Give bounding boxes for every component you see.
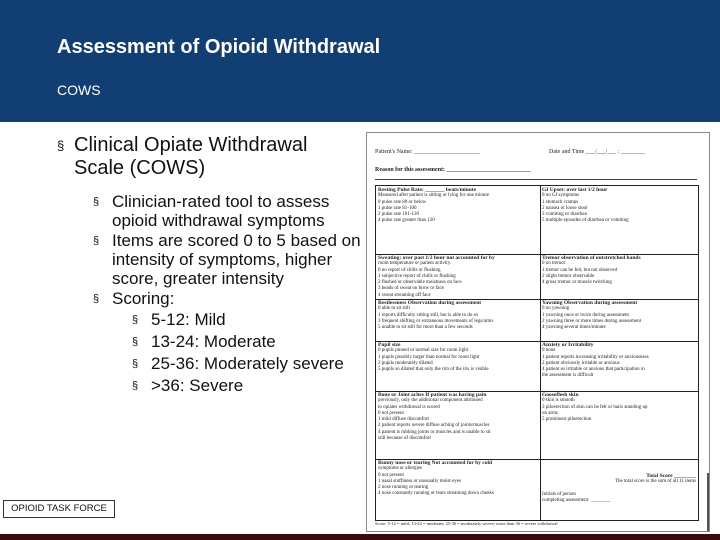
cell-line: 0 no yawning	[542, 306, 570, 312]
form-grid	[375, 185, 699, 521]
cell-line: 1 pupils possibly larger than normal for room light	[378, 354, 480, 360]
cell-line: 5 multiple episodes of diarrhea or vomiting	[542, 218, 629, 224]
cell-line: 1 patient reports increasing irritability or anxiousness	[542, 354, 649, 360]
scoring-bullet-text: 5-12: Mild	[151, 310, 226, 329]
cell-line: 1 mild diffuse discomfort	[378, 417, 429, 423]
cell-line: 0 pupils pinned or normal size for room light	[378, 348, 468, 354]
square-bullet-icon: §	[132, 314, 139, 326]
cell-title: Resting Pulse Rate: _______ beats/minute	[378, 187, 477, 193]
cell-line: Initials of person	[542, 491, 576, 497]
cell-line: 4 patient is rubbing joints or muscles and is unable to sit	[378, 429, 491, 435]
cell-line: 2 slight tremor observable	[542, 273, 595, 279]
cell-title: Sweating: over past 1/2 hour not accounted for by	[378, 255, 495, 261]
square-bullet-icon: §	[132, 358, 139, 370]
cell-line: 1 yawning once or twice during assessment	[542, 312, 629, 318]
scoring-bullet-text: 25-36: Moderately severe	[151, 354, 344, 373]
cows-form-image	[366, 132, 710, 532]
cell-line: 2 flushed or observable moistness on face	[378, 280, 462, 286]
title-banner	[0, 0, 720, 122]
cell-line: 4 yawning several times/minute	[542, 325, 606, 331]
cell-line: 4 sweat streaming off face	[378, 292, 431, 298]
cell-line: 0 no report of chills or flushing	[378, 267, 441, 273]
form-reason: Reason for this assessment: ____________________________	[375, 167, 531, 173]
square-bullet-icon: §	[132, 380, 139, 392]
cell-line: Measured after patient is sitting or lying for one minute	[378, 193, 489, 199]
sub-bullet-list	[57, 192, 362, 397]
form-cell-gooseflesh	[540, 391, 698, 459]
cell-line: 4 pulse rate greater than 120	[378, 218, 435, 224]
cell-title: Runny nose or tearing Not accounted for by cold	[378, 460, 493, 466]
cell-line: room temperature or patient activity.	[378, 261, 452, 267]
form-cell-restlessness	[376, 299, 540, 341]
cell-line: on arms	[542, 410, 558, 416]
cell-line: The total score is the sum of all 11 items	[614, 479, 696, 485]
cell-line: 0 not present	[378, 410, 404, 416]
cell-line: 5 prominent piloerection	[542, 417, 592, 423]
form-cell-runny-nose	[376, 459, 540, 520]
square-bullet-icon: §	[93, 235, 100, 247]
cell-title: GI Upset: over last 1/2 hour	[542, 187, 608, 193]
cell-line: 3 piloerection of skin can be felt or hairs standing up	[542, 404, 648, 410]
form-cell-anxiety	[540, 341, 698, 391]
cell-line: 1 nasal stuffiness or unusually moist eyes	[378, 478, 461, 484]
scoring-bullet-text: 13-24: Moderate	[151, 332, 276, 351]
cell-line: 1 subjective report of chills or flushing	[378, 273, 456, 279]
cell-line: 1 reports difficulty sitting still, but is able to do so	[378, 312, 479, 318]
cell-line: 5 pupils so dilated that only the rim of the iris is visible	[378, 367, 489, 373]
scoring-bullet-text: >36: Severe	[151, 376, 244, 395]
cell-line: 2 nausea or loose stool	[542, 205, 588, 211]
cell-line: 3 beads of sweat on brow or face	[378, 286, 444, 292]
cell-title: Pupil size	[378, 342, 401, 348]
square-bullet-icon: §	[132, 336, 139, 348]
cell-title: Anxiety or Irritability	[542, 342, 594, 348]
cell-line: 4 nose constantly running or tears streaming down cheeks	[378, 491, 494, 497]
sub-bullet-text: Items are scored 0 to 5 based on intensity of symptoms, higher score, greater intensity	[112, 231, 361, 288]
cell-line: 3 vomiting or diarrhea	[542, 212, 587, 218]
bullet-main-text: Clinical Opiate Withdrawal Scale (COWS)	[74, 134, 308, 179]
form-cell-pupil	[376, 341, 540, 391]
scoring-bullet	[132, 310, 362, 331]
bullet-list	[57, 134, 362, 397]
cell-title: Yawning Observation during assessment	[542, 300, 638, 306]
sub-bullet	[93, 289, 362, 309]
cell-line: completing assessment: ________	[542, 497, 611, 503]
cell-line: 2 pulse rate 101-120	[378, 212, 419, 218]
cell-line: to opiates withdrawal is scored	[378, 404, 440, 410]
scan-edge	[707, 473, 709, 531]
bottom-bar	[0, 534, 720, 540]
cell-title: Restlessness Observation during assessment	[378, 300, 482, 306]
cell-line: 2 yawning three or more times during assessment	[542, 318, 642, 324]
cell-line: 2 patient reports severe diffuse aching of joints/muscles	[378, 423, 490, 429]
cell-line: 0 able to sit still	[378, 306, 410, 312]
cell-line: 0 none	[542, 348, 556, 354]
sub-bullet	[93, 231, 362, 288]
form-cell-tremor	[540, 254, 698, 299]
cell-line: 0 skin is smooth	[542, 398, 575, 404]
cell-title: Tremor observation of outstretched hands	[542, 255, 641, 261]
scoring-bullet	[132, 354, 362, 375]
scoring-bullet	[132, 332, 362, 353]
slide-title: Assessment of Opioid Withdrawal	[57, 36, 381, 58]
cell-line: the assessment is difficult	[542, 373, 594, 379]
form-cell-gi	[540, 186, 698, 254]
cell-line: symptoms or allergies	[378, 466, 423, 472]
cell-title: Bone or Joint aches If patient was having pain	[378, 392, 487, 398]
square-bullet-icon: §	[93, 293, 100, 305]
cell-line: 2 patient obviously irritable or anxious	[542, 360, 620, 366]
footer-label: OPIOID TASK FORCE	[3, 500, 115, 518]
cell-line: 0 not present	[378, 472, 404, 478]
cell-line: 4 gross tremor or muscle twitching	[542, 280, 612, 286]
cell-line: 0 pulse rate 80 or below	[378, 199, 427, 205]
form-patient-name: Patient's Name: ______________________	[375, 149, 481, 155]
cell-line: 4 patient so irritable or anxious that participation in	[542, 367, 645, 373]
cell-line: 2 nose running or tearing	[378, 485, 429, 491]
form-cell-bone-joint	[376, 391, 540, 459]
form-cell-yawning	[540, 299, 698, 341]
form-rule	[375, 179, 697, 180]
cell-line: 2 pupils moderately dilated	[378, 360, 433, 366]
slide-subtitle: COWS	[57, 82, 101, 98]
cell-title: Total Score ________	[646, 473, 696, 479]
cell-line: 0 no GI symptoms	[542, 193, 580, 199]
form-score-note: Score: 5-12 = mild; 13-24 = moderate; 25-36 = moderately severe; more than 36 = severe withdrawal	[375, 521, 558, 526]
form-cell-total	[540, 459, 698, 520]
form-cell-sweating	[376, 254, 540, 299]
cell-line: 1 stomach cramps	[542, 199, 579, 205]
cell-line: 1 pulse rate 81-100	[378, 205, 417, 211]
form-date-time: Date and Time ___/___/___ : ________	[549, 149, 645, 155]
square-bullet-icon: §	[93, 196, 100, 208]
cell-line: 5 unable to sit still for more than a few seconds	[378, 325, 473, 331]
scoring-bullet	[132, 376, 362, 397]
bullet-main	[57, 134, 362, 180]
cell-line: 1 tremor can be felt, but not observed	[542, 267, 617, 273]
square-bullet-icon: §	[57, 138, 65, 153]
cell-line: still because of discomfort	[378, 436, 431, 442]
sub-bullet-text: Scoring:	[112, 289, 175, 308]
form-cell-pulse	[376, 186, 540, 254]
cell-title: Gooseflesh skin	[542, 392, 579, 398]
sub-bullet-text: Clinician-rated tool to assess opioid withdrawal symptoms	[112, 192, 330, 230]
cell-line: 3 frequent shifting or extraneous movements of legs/arms	[378, 318, 494, 324]
cell-line: 0 no tremor	[542, 261, 566, 267]
sub-bullet	[93, 192, 362, 230]
cell-line: previously, only the additional component attributed	[378, 398, 483, 404]
